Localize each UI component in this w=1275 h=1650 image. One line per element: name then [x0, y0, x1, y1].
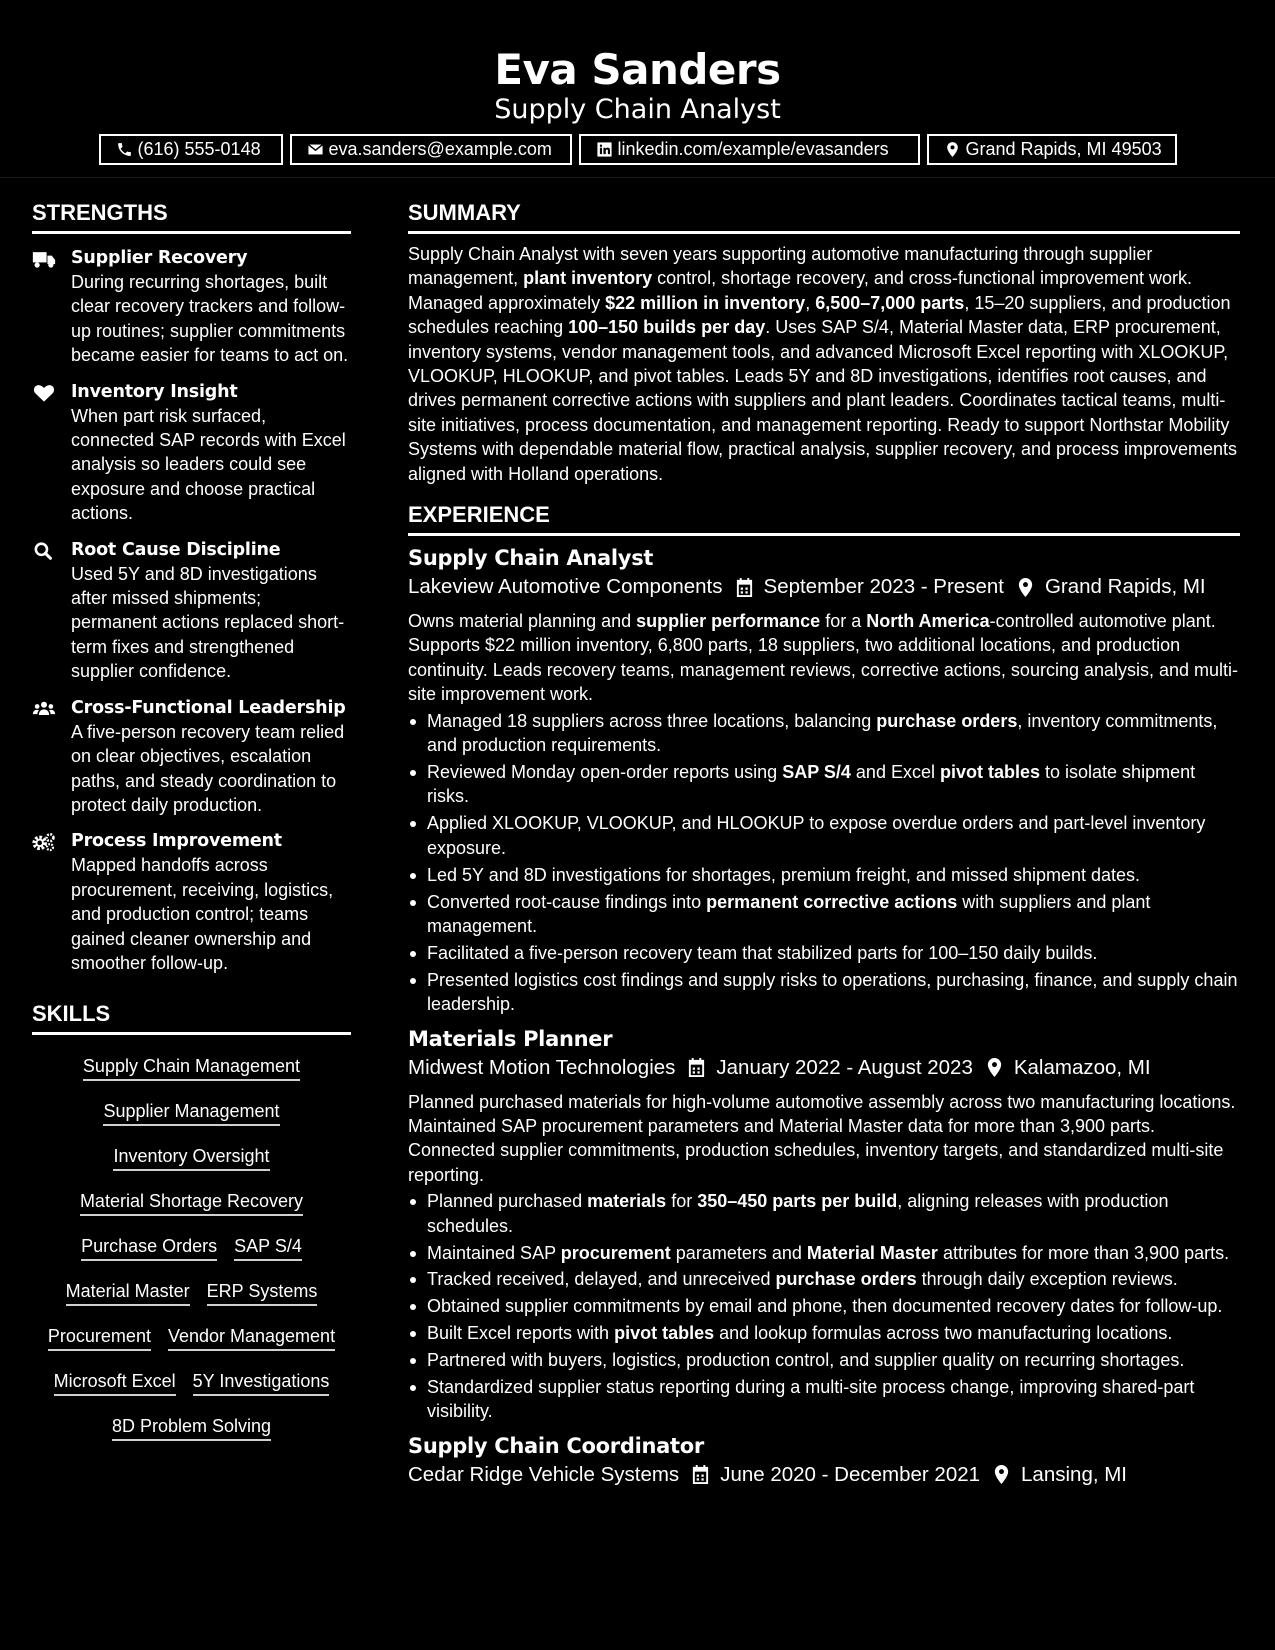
- emphasis-text: 100–150 builds per day: [568, 317, 766, 338]
- strength-item: [32, 829, 351, 975]
- summary-heading: SUMMARY: [408, 200, 1240, 234]
- strength-title: Inventory Insight: [71, 381, 238, 402]
- strength-title: Supplier Recovery: [71, 248, 248, 268]
- experience-list: [408, 544, 1240, 1490]
- job-description: [408, 609, 1240, 707]
- strength-title: Cross-Functional Leadership: [71, 697, 346, 718]
- text-run: Reviewed Monday open-order reports using: [427, 762, 783, 782]
- text-run: Tracked received, delayed, and unreceived: [427, 1269, 776, 1290]
- text-run: Planned purchased materials for high-volume automotive assembly across two manufacturing locations. Maintained SAP procurement parameters and Material Master data for more than 3,900 parts. Connected supplier commitments, production schedules, inventory targets, and standardized multi-site reporting.: [408, 1091, 1236, 1185]
- strength-title: Process Improvement: [71, 831, 282, 852]
- list-item: [408, 941, 1240, 965]
- text-run: for: [666, 1191, 698, 1212]
- job-entry: [408, 1025, 1240, 1424]
- text-run: -controlled automotive plant. Supports $22 million inventory, 6,800 parts, 18 suppliers, two additional locations, and production continuity. Leads recovery teams, management reviews, corrective actions, sourcing analysis, and multi-site improvement work.: [408, 611, 1239, 705]
- list-item: [408, 709, 1240, 758]
- list-item: [408, 1294, 1240, 1318]
- resume-header: [0, 0, 1275, 178]
- text-run: and lookup formulas across two manufacturing locations.: [714, 1323, 1173, 1344]
- skill-row: [32, 1223, 351, 1268]
- job-title: Materials Planner: [408, 1026, 613, 1051]
- calendar-icon: [691, 1464, 710, 1485]
- map-pin-icon: [992, 1464, 1011, 1485]
- calendar-icon: [687, 1057, 706, 1078]
- emphasis-text: permanent corrective actions: [706, 891, 958, 912]
- skill-row: [32, 1268, 351, 1313]
- contact-phone[interactable]: [99, 134, 283, 165]
- job-company: Lakeview Automotive Components: [408, 575, 723, 599]
- job-dates: September 2023 - Present: [763, 575, 1004, 599]
- skill-tag: Material Shortage Recovery: [80, 1190, 303, 1216]
- strength-desc: When part risk surfaced, connected SAP records with Excel analysis so leaders could see exposure and choose practical actions.: [71, 405, 346, 524]
- skill-tag: Inventory Oversight: [113, 1145, 269, 1171]
- skill-tag: Vendor Management: [168, 1325, 335, 1351]
- job-meta: [408, 1053, 1240, 1083]
- text-run: , inventory commitments, and production requirements.: [427, 710, 1218, 756]
- candidate-name: Eva Sanders: [494, 45, 781, 94]
- list-item: [408, 1241, 1240, 1265]
- strength-item: [32, 538, 351, 684]
- emphasis-text: Material Master: [806, 1242, 938, 1263]
- contact-email[interactable]: [290, 134, 572, 165]
- skill-row: [32, 1403, 351, 1448]
- text-run: to isolate shipment risks.: [427, 762, 1196, 807]
- experience-heading: EXPERIENCE: [408, 502, 1240, 536]
- job-entry: [408, 544, 1240, 1017]
- text-run: through daily exception reviews.: [916, 1269, 1178, 1290]
- job-location: Lansing, MI: [1021, 1462, 1128, 1486]
- text-run: with suppliers and plant management.: [427, 891, 1151, 936]
- heart-icon: [32, 383, 56, 403]
- list-item: [408, 863, 1240, 887]
- emphasis-text: $22 million in inventory: [605, 292, 806, 313]
- text-run: control, shortage recovery, and cross-functional improvement work. Managed approximately: [408, 268, 1192, 313]
- skills-heading: SKILLS: [32, 1001, 351, 1035]
- list-item: [408, 1375, 1240, 1424]
- job-description: [408, 1090, 1240, 1188]
- list-item: [408, 1321, 1240, 1345]
- strengths-heading: STRENGTHS: [32, 200, 351, 234]
- skill-row: [32, 1313, 351, 1358]
- job-bullets: [408, 709, 1240, 1017]
- emphasis-text: SAP S/4: [782, 762, 851, 782]
- job-dates: January 2022 - August 2023: [716, 1055, 973, 1079]
- strength-item: [32, 380, 351, 526]
- summary-text: [408, 242, 1240, 486]
- list-item: [408, 760, 1240, 809]
- list-item: [408, 1267, 1240, 1291]
- emphasis-text: procurement: [560, 1242, 671, 1263]
- text-run: Applied XLOOKUP, VLOOKUP, and HLOOKUP to expose overdue orders and part-level inventory exposure.: [427, 813, 1206, 858]
- skill-row: [32, 1133, 351, 1178]
- strength-desc: A five-person recovery team relied on clear objectives, escalation paths, and steady coordination to protect daily production.: [71, 721, 345, 815]
- job-company: Midwest Motion Technologies: [408, 1055, 676, 1079]
- text-run: , 15–20 suppliers, and production schedules reaching: [408, 292, 1231, 338]
- phone-icon: [116, 141, 133, 158]
- text-run: . Uses SAP S/4, Material Master data, ERP procurement, inventory systems, vendor management tools, and advanced Microsoft Excel reporting with XLOOKUP, VLOOKUP, HLOOKUP, and pivot tables. Leads 5Y and 8D investigations, identifies root causes, and drives permanent corrective actions with suppliers and plant leaders. Coordinates tactical teams, multi-site initiatives, process documentation, and management reporting. Ready to support Northstar Mobility Systems with dependable material flow, practical analysis, supplier recovery, and process improvements aligned with Holland operations.: [408, 317, 1238, 484]
- skill-tag: 8D Problem Solving: [112, 1415, 271, 1441]
- skill-row: [32, 1178, 351, 1223]
- job-location: Kalamazoo, MI: [1013, 1055, 1151, 1079]
- left-column: [32, 200, 351, 1448]
- job-title: Supply Chain Coordinator: [408, 1433, 704, 1458]
- phone-text: (616) 555-0148: [137, 139, 261, 159]
- emphasis-text: 6,500–7,000 parts: [815, 292, 965, 313]
- users-icon: [32, 699, 56, 719]
- strength-title: Root Cause Discipline: [71, 539, 281, 560]
- right-column: [408, 200, 1240, 1490]
- job-title: Supply Chain Analyst: [408, 546, 654, 571]
- email-text: eva.sanders@example.com: [328, 139, 552, 159]
- skill-tag: 5Y Investigations: [193, 1370, 330, 1396]
- skill-tag: Purchase Orders: [81, 1235, 217, 1261]
- contact-linkedin[interactable]: [579, 134, 920, 165]
- emphasis-text: 350–450 parts per build: [697, 1191, 898, 1212]
- linkedin-icon: [596, 141, 613, 158]
- text-run: Led 5Y and 8D investigations for shortages, premium freight, and missed shipment dates.: [427, 864, 1141, 885]
- text-run: parameters and: [670, 1242, 807, 1263]
- strength-desc: During recurring shortages, built clear recovery trackers and follow-up routines; supplier commitments became easier for teams to act on.: [71, 272, 349, 366]
- list-item: [408, 968, 1240, 1017]
- list-item: [408, 1348, 1240, 1372]
- emphasis-text: supplier performance: [636, 611, 821, 632]
- strength-desc: Mapped handoffs across procurement, receiving, logistics, and production control; teams gained cleaner ownership and smoother follow-up.: [71, 855, 334, 973]
- job-entry: [408, 1432, 1240, 1490]
- emphasis-text: purchase orders: [775, 1269, 917, 1290]
- skill-row: [32, 1088, 351, 1133]
- contact-bar: [0, 134, 1275, 165]
- map-pin-icon: [985, 1057, 1004, 1078]
- job-bullets: [408, 1189, 1240, 1424]
- text-run: ,: [805, 292, 816, 313]
- map-pin-icon: [944, 141, 961, 158]
- emphasis-text: pivot tables: [614, 1323, 715, 1344]
- job-dates: June 2020 - December 2021: [720, 1462, 981, 1486]
- text-run: Planned purchased: [427, 1191, 588, 1212]
- linkedin-text: linkedin.com/example/evasanders: [617, 139, 889, 159]
- skill-tag: ERP Systems: [207, 1280, 318, 1306]
- text-run: and Excel: [850, 762, 940, 782]
- job-meta: [408, 572, 1240, 602]
- emphasis-text: plant inventory: [523, 268, 653, 289]
- truck-icon: [32, 249, 56, 269]
- envelope-icon: [307, 141, 324, 158]
- skill-tag: Supply Chain Management: [83, 1055, 300, 1081]
- gears-icon: [32, 832, 56, 852]
- text-run: Converted root-cause findings into: [427, 891, 707, 912]
- skill-tag: SAP S/4: [234, 1235, 302, 1261]
- text-run: Facilitated a five-person recovery team that stabilized parts for 100–150 daily builds.: [427, 942, 1098, 963]
- search-icon: [32, 541, 56, 561]
- text-run: attributes for more than 3,900 parts.: [937, 1242, 1230, 1263]
- skill-tag: Procurement: [48, 1325, 151, 1351]
- map-pin-icon: [1016, 577, 1035, 598]
- text-run: Presented logistics cost findings and supply risks to operations, purchasing, finance, and supply chain leadership.: [427, 969, 1238, 1015]
- text-run: Partnered with buyers, logistics, production control, and supplier quality on recurring shortages.: [427, 1350, 1185, 1371]
- text-run: Maintained SAP: [427, 1242, 561, 1263]
- text-run: Managed 18 suppliers across three locations, balancing: [427, 710, 877, 731]
- location-text: Grand Rapids, MI 49503: [965, 139, 1162, 159]
- calendar-icon: [735, 577, 754, 598]
- emphasis-text: pivot tables: [939, 762, 1041, 782]
- strength-item: [32, 246, 351, 368]
- skill-tag: Microsoft Excel: [54, 1370, 176, 1396]
- text-run: Owns material planning and: [408, 611, 637, 632]
- text-run: Built Excel reports with: [427, 1323, 615, 1344]
- text-run: Obtained supplier commitments by email and phone, then documented recovery dates for follow-up.: [427, 1296, 1223, 1317]
- list-item: [408, 890, 1240, 939]
- skill-tag: Supplier Management: [103, 1100, 279, 1126]
- job-company: Cedar Ridge Vehicle Systems: [408, 1462, 680, 1486]
- text-run: for a: [820, 611, 867, 632]
- skill-row: [32, 1358, 351, 1403]
- skill-row: [32, 1043, 351, 1088]
- text-run: Supply Chain Analyst with seven years supporting automotive manufacturing through supplier management,: [408, 244, 1153, 289]
- job-meta: [408, 1460, 1240, 1490]
- strength-item: [32, 696, 351, 818]
- list-item: [408, 1189, 1240, 1238]
- list-item: [408, 811, 1240, 860]
- strength-desc: Used 5Y and 8D investigations after missed shipments; permanent actions replaced short-term fixes and strengthened supplier confidence.: [71, 563, 345, 682]
- emphasis-text: purchase orders: [876, 710, 1018, 731]
- text-run: Standardized supplier status reporting during a multi-site process change, improving shared-part visibility.: [427, 1377, 1195, 1422]
- candidate-title: Supply Chain Analyst: [494, 94, 781, 125]
- contact-location[interactable]: [927, 134, 1177, 165]
- text-run: , aligning releases with production schedules.: [427, 1191, 1169, 1236]
- skills-list: [32, 1043, 351, 1448]
- emphasis-text: North America: [866, 611, 990, 632]
- emphasis-text: materials: [587, 1191, 667, 1212]
- skill-tag: Material Master: [66, 1280, 190, 1306]
- job-location: Grand Rapids, MI: [1044, 575, 1206, 599]
